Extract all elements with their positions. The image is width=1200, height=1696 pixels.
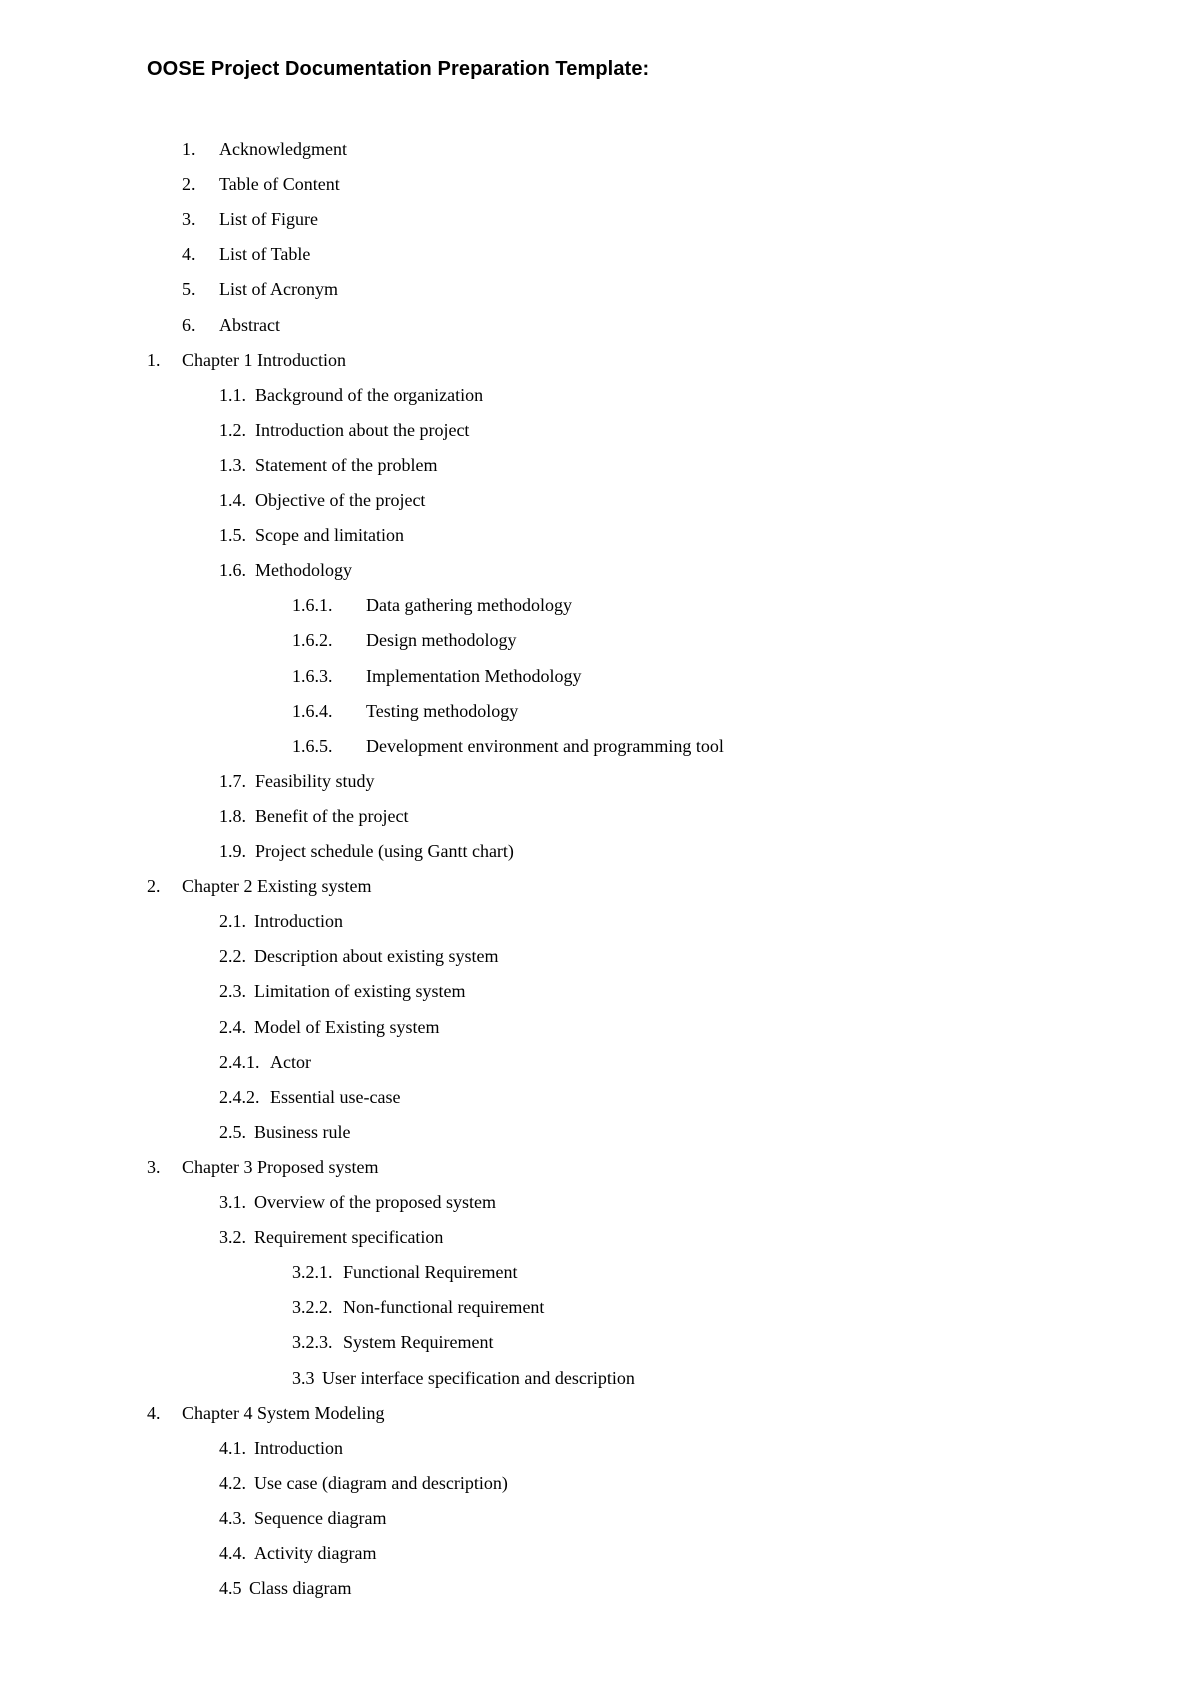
item-number: 2.4. (219, 1016, 246, 1037)
item-text: Essential use-case (270, 1086, 401, 1107)
item-number: 1. (182, 139, 196, 159)
item-number: 4.2. (219, 1472, 246, 1493)
item-text: Feasibility study (255, 770, 375, 791)
item-number: 1.6.5. (292, 735, 333, 756)
item-number: 3.2.2. (292, 1297, 333, 1318)
item-text: Activity diagram (254, 1543, 377, 1563)
item-text: Use case (diagram and description) (254, 1472, 508, 1493)
item-number: 4.4. (219, 1543, 246, 1563)
item-text: List of Figure (219, 209, 318, 230)
item-number: 4.1. (219, 1437, 246, 1458)
item-number: 3.1. (219, 1192, 246, 1212)
item-number: 4.5 (219, 1578, 242, 1599)
item-text: System Requirement (343, 1332, 494, 1353)
item-text: Data gathering methodology (366, 595, 572, 616)
item-number: 3.2. (219, 1227, 246, 1248)
item-text: Actor (270, 1051, 311, 1072)
item-text: Introduction (254, 1437, 343, 1458)
item-text: Model of Existing system (254, 1016, 440, 1037)
item-text: Benefit of the project (255, 805, 409, 826)
item-text: Introduction (254, 911, 343, 932)
item-number: 2.1. (219, 911, 246, 932)
item-number: 2.3. (219, 981, 246, 1002)
item-text: Description about existing system (254, 946, 499, 967)
item-text: Requirement specification (254, 1227, 444, 1248)
item-text: Implementation Methodology (366, 665, 582, 686)
item-text: Business rule (254, 1121, 351, 1142)
item-text: Acknowledgment (219, 139, 347, 159)
item-text: Project schedule (using Gantt chart) (255, 841, 514, 861)
item-number: 1.8. (219, 805, 246, 826)
item-text: Functional Requirement (343, 1262, 518, 1283)
item-number: 1.6. (219, 560, 246, 581)
item-number: 1.9. (219, 841, 246, 861)
item-text: Development environment and programming tool (366, 735, 724, 756)
item-text: Non-functional requirement (343, 1297, 545, 1318)
item-text: Methodology (255, 560, 352, 581)
item-text: Chapter 1 Introduction (182, 349, 346, 370)
item-number: 2.2. (219, 946, 246, 967)
item-number: 1.4. (219, 490, 246, 510)
item-text: Testing methodology (366, 700, 519, 721)
item-text: Class diagram (249, 1578, 352, 1599)
item-number: 4.3. (219, 1507, 246, 1528)
item-number: 1.2. (219, 419, 246, 440)
item-text: Chapter 2 Existing system (182, 876, 372, 897)
item-number: 3. (147, 1156, 161, 1177)
item-number: 3.3 (292, 1367, 315, 1388)
item-number: 6. (182, 314, 196, 335)
item-text: Design methodology (366, 630, 517, 651)
item-number: 1.6.1. (292, 595, 333, 616)
item-number: 3.2.1. (292, 1262, 333, 1283)
item-number: 1.5. (219, 525, 246, 546)
item-number: 2. (147, 876, 161, 897)
item-text: Table of Content (219, 174, 340, 195)
item-text: User interface specification and description (322, 1367, 635, 1388)
item-number: 5. (182, 279, 196, 300)
item-number: 1.6.4. (292, 700, 333, 721)
item-number: 3. (182, 209, 196, 230)
item-text: Chapter 3 Proposed system (182, 1156, 379, 1177)
item-text: Background of the organization (255, 384, 484, 405)
page-title: OOSE Project Documentation Preparation Template: (147, 58, 650, 80)
item-number: 3.2.3. (292, 1332, 333, 1353)
item-number: 2. (182, 174, 196, 195)
item-number: 2.5. (219, 1121, 246, 1142)
item-number: 1.6.2. (292, 630, 333, 651)
item-number: 1.7. (219, 770, 246, 791)
item-number: 1.1. (219, 384, 246, 405)
item-text: Limitation of existing system (254, 981, 466, 1002)
item-number: 1. (147, 349, 161, 370)
item-text: Abstract (219, 314, 280, 335)
item-number: 1.6.3. (292, 665, 333, 686)
item-text: Sequence diagram (254, 1507, 387, 1528)
item-text: Introduction about the project (255, 419, 470, 440)
item-number: 4. (182, 244, 196, 265)
item-number: 1.3. (219, 454, 246, 475)
item-text: List of Table (219, 244, 311, 265)
item-number: 4. (147, 1402, 161, 1423)
item-number: 2.4.2. (219, 1086, 260, 1107)
item-text: List of Acronym (219, 279, 338, 300)
item-text: Objective of the project (255, 490, 426, 510)
item-number: 2.4.1. (219, 1051, 260, 1072)
item-text: Overview of the proposed system (254, 1192, 496, 1212)
item-text: Statement of the problem (255, 454, 438, 475)
item-text: Scope and limitation (255, 525, 404, 546)
item-text: Chapter 4 System Modeling (182, 1402, 385, 1423)
